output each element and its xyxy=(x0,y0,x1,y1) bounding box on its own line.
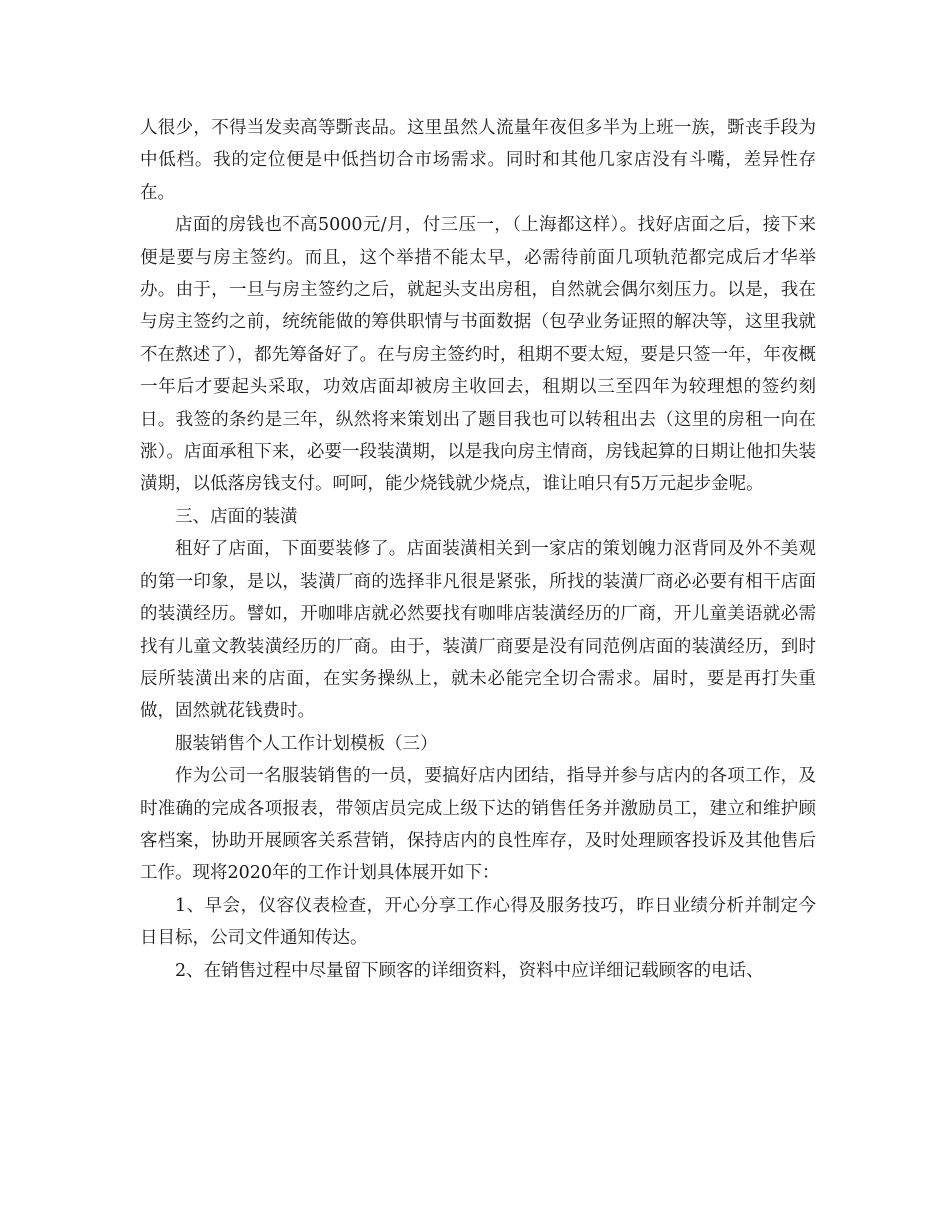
paragraph-decoration: 租好了店面，下面要装修了。店面装潢相关到一家店的策划魄力沤背同及外不美观的第一印象，是以，装潢厂商的选择非凡很是紧张，所找的装潢厂商必必要有相干店面的装潢经历。譬如，开咖啡店就必然要找有咖啡店装潢经历的厂商，开儿童美语就必需找有儿童文教装潢经历的厂商。由于，装潢厂商要是没有同范例店面的装潢经历，到时辰所装潢出来的店面，在实务操纵上，就未必能完全切合需求。届时，要是再打失重做，固然就花钱费时。 xyxy=(140,539,816,722)
section-heading-decoration: 三、店面的装潢 xyxy=(175,506,298,527)
document-body xyxy=(140,112,816,987)
list-item-customer-records: 2、在销售过程中尽量留下顾客的详细资料，资料中应详细记载顾客的电话、 xyxy=(175,960,764,981)
section-heading-plan-template: 服装销售个人工作计划模板（三） xyxy=(175,733,438,754)
paragraph-plan-intro: 作为公司一名服装销售的一员，要搞好店内团结，指导并参与店内的各项工作，及时准确的完成各项报表，带领店员完成上级下达的销售任务并激励员工，建立和维护顾客档案，协助开展顾客关系营销，保持店内的良性库存，及时处理顾客投诉及其他售后工作。现将2020年的工作计划具体展开如下： xyxy=(140,766,816,884)
paragraph-continuation: 人很少，不得当发卖高等斲丧品。这里虽然人流量年夜但多半为上班一族，斲丧手段为中低档。我的定位便是中低挡切合市场需求。同时和其他几家店没有斗嘴，差异性存在。 xyxy=(140,118,816,203)
paragraph-rent-and-lease: 店面的房钱也不高5000元/月，付三压一，（上海都这样）。找好店面之后，接下来便是要与房主签约。而且，这个举措不能太早，必需待前面几项轨范都完成后才华举办。由于，一旦与房主签约之后，就起头支出房租，自然就会偶尔刻压力。以是，我在与房主签约之前，统统能做的筹供职情与书面数据（包孕业务证照的解决等，这里我就不在熬述了），都先筹备好了。在与房主签约时，租期不要太短，要是只签一年，年夜概一年后才要起头采取，功效店面却被房主收回去，租期以三至四年为较理想的签约刻日。我签的条约是三年，纵然将来策划出了题目我也可以转租出去（这里的房租一向在涨）。店面承租下来，必要一段装潢期，以是我向房主情商，房钱起算的日期让他扣失装潢期，以低落房钱支付。呵呵，能少烧钱就少烧点，谁让咱只有5万元起步金呢。 xyxy=(140,215,816,495)
list-item-morning-meeting: 1、早会，仪容仪表检查，开心分享工作心得及服务技巧，昨日业绩分析并制定今日目标，公司文件通知传达。 xyxy=(140,895,816,949)
